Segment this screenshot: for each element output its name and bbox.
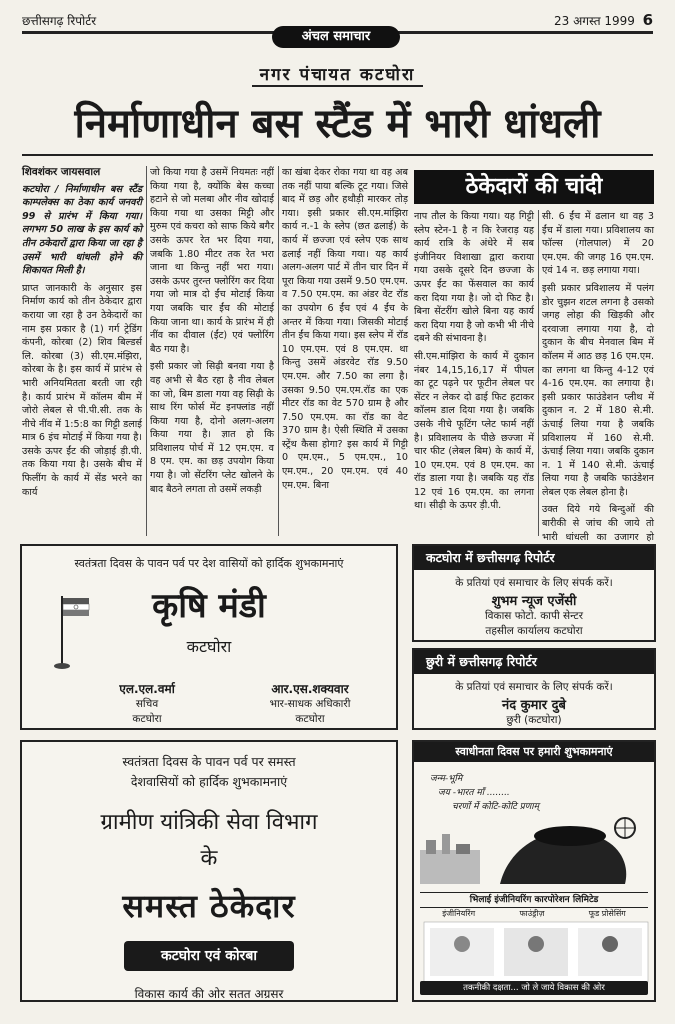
agency-name: शुभम न्यूज एजेंसी (491, 594, 577, 609)
ad-line: स्वतंत्रता दिवस के पावन पर्व पर समस्त (122, 754, 296, 769)
ad-line: छुरी (कटघोरा) (506, 714, 562, 726)
article-paragraph: नाप तौल के किया गया। यह गिट्टी स्लेप स्टेन-1 है न कि रेजराड़ यह कार्य रात्रि के अंधेरे में सब इंजीनियर विशाखा द्वारा कराया गया उसके दूसरे दिन छज्जा के ऊपर ईंट का फेंसवाल का कार्य करा दिया गया है। जो दो फिट है। बिना सेंटरींग खोले बिना यह कार्य करा दिया गया है जो कभी भी नीचे दबने की संभावना है। (414, 211, 534, 345)
signatory-2-name: आर.एस.शक्यवार (271, 682, 349, 696)
division-label: फूड प्रोसेसिंग (588, 909, 626, 918)
article-paragraph: सी.एम.मांझिरा के कार्य में दुकान नंबर 14,15,16,17 में पीपल का टूट पढ़ने पर फूटीन लेबल पर सेंटर न लेकर दो ढाई फिट हटाकर कॉलम डाल दिया गया है। जबकि उसके नीचे फूटिंग प्लेट फार्म नहीं है। प्रविशालय के पीछे छज्जा में चार फीट (लेबल बिम) के कार्य में, 10 एम.एम. एवं 8 एम.एम. का रॉड डाला गया है। जबकि यह रॉड 12 एवं 16 एम.एम. का लगना था। सीढ़ी के ऊपर ड़ी.पी. (414, 350, 534, 512)
article-intro: कटघोरा / निर्माणाधीन बस स्टैंड काम्पलेक्स का ठेका कार्य जनवरी 99 से प्रारंभ में किया गया। लगभग 50 लाख के इस कार्य को तीन ठकेदारों द्वारा किया जा रहा है उसमें भारी धांधली होने की शिकायत मिली है। (22, 183, 142, 277)
flag-icon (56, 592, 96, 670)
department-name: ग्रामीण यांत्रिकी सेवा विभाग (100, 810, 318, 835)
article-paragraph: प्राप्त जानकारी के अनुसार इस निर्माण कार्य को तीन ठेकेदार द्वारा कराया जा रहा है उन ठेकेदारों का नाम इस प्रकार है (1) गर्ग ट्रेडिंग कंपनी, कोरबा (2) शिव बिल्डर्स लि. कोरबा (3) सी.एम.मंझिरा, कोरबा के है। इस कार्य में प्रारंभ से भारी अनियमितता बरती जा रही है। कार्य प्रारंभ में कॉलम बीम में जोरो लेबल से पी.पी.सी. तक के नीचे नींव में 1:5:8 का गिट्टी डलाई मात्र 6 इंच मोटाई में किया गया है। उसके ऊपर ईंट की जोड़ाई ड़ी.पी. तक किया गया है। उसके बीच में फिलींग के कार्य में सेंड भरने का कार्य (22, 282, 142, 498)
division-list (420, 908, 648, 919)
issue-date: 23 अगस्त 1999 (554, 14, 635, 28)
signatory-2-place: कटघोरा (295, 713, 325, 725)
article-column-2 (150, 166, 274, 536)
division-label: फाउंड्रीज़ (519, 909, 545, 918)
ad-title: कृषि मंडी (152, 586, 266, 626)
ad-bar: कटघोरा में छत्तीसगढ़ रिपोर्टर (414, 546, 654, 570)
ad-bhilai-engineering (412, 740, 656, 1002)
ad-line: के प्रतियां एवं समाचार के लिए संपर्क करें। (455, 577, 613, 589)
section-tag: अंचल समाचार (272, 26, 400, 48)
poem-line: जय -भारत माँ ........ (438, 788, 510, 798)
poem-line: चरणों में कोटि-कोटि प्रणाम् (452, 802, 540, 812)
division-label: इंजीनियरिंग (442, 909, 476, 918)
kicker-text: नगर पंचायत कटघोरा (252, 65, 424, 87)
article-column-4 (414, 210, 534, 536)
ad-krishi-mandi (20, 544, 398, 730)
page-number: 6 (642, 11, 653, 29)
ad-line: देशवासियों को हार्दिक शुभकामनाएं (130, 774, 288, 789)
article-column-1 (22, 166, 142, 536)
freedom-fighter-illustration-icon (420, 814, 650, 884)
ad-katghora-contact (412, 544, 656, 642)
article-paragraph: सी. 6 ईंच में ढलान था वह 3 ईंच में डाला गया। प्रविशालय का फॉल्स (गोलपाल) में 20 एम.एम. की जगह 16 एम.एम. एवं 14 न. छड़ लगाया गया। (542, 211, 654, 277)
poem (430, 772, 539, 814)
headline: निर्माणाधीन बस स्टैंड में भारी धांधली (22, 96, 653, 156)
kicker (0, 62, 675, 85)
signatory-2 (240, 682, 380, 727)
ad-gramin-yantriki (20, 740, 398, 1002)
ad-place: कटघोरा (186, 637, 232, 656)
ad-tagline: स्वतंत्रता दिवस के पावन पर्व पर देश वासियों को हार्दिक शुभकामनाएं (74, 557, 344, 570)
article-paragraph: इसी प्रकार जो सिढ़ी बनवा गया है वह अभी से बैठ रहा है नीव लेबल का जो, बिम डाला गया वह सिढ़ी के साथ रिंग फोर्स मेंट इनफ्लांड नहीं किया गया है, दोनो अलग-अलग किया गया है। ज्ञात हो कि प्रविशालय पोर्च में 12 एम.एम. व 8 एम. एम. का छड़ उपयोग किया गया है। जो सेंटरिंग प्लेट खोलने के बाद बैठने लगता तो उसमें लकड़ी (150, 361, 274, 495)
article-paragraph: इसी प्रकार प्रविशालय में पलंग डोर चुझन शटल लगना है उसको जगह लोहा की खिड़की और दरवाजा लगाया गया है, दो दुकान के बीच मेनवाल बिम में कॉलम में आठ छड़ 16 एम.एम. का लगना था किन्तु 4-12 एवं 4-16 एम.एम. का लगाया है। इसी प्रकार फाउंडेशन प्लीथ में दुकान न. 2 में 180 से.मी. ऊंचाई लिया गया है जबकि प्रविशालय में 160 से.मी. ऊंचाई लिया गया। जबकि दुकान न. 1 में 140 से.मी. ऊंचाई लिया गया है जबकि फाउंडेशन लेबल एक लेबल होना है। (542, 282, 654, 498)
signatory-1-place: कटघोरा (132, 713, 162, 725)
ad-line: विकास फोटो. कापी सेन्टर (484, 610, 584, 622)
ad-line: के प्रतियां एवं समाचार के लिए संपर्क करें। (455, 681, 613, 693)
article-paragraph: जो किया गया है उसमें नियमतः नहीं किया गया है, क्योंकि बेस कच्चा हटाने से जो मलबा और नीव खोदाई किया गया था उसका मिट्टी और मुरुम एवं कचरा को साफ किये बगैर उसके ऊपर रेत भर दिया गया, जबकि 1.80 मीटर तक रेत भरा जाना था किन्तु नहीं भरा गया। उसके ऊपर तुरन्त फ्लोरिंग कर दिया गया जो मात्र दो ईंच मोटाई किया गया जबकि चार ईंच की मोटाई किया जाना था। कार्य के प्रारंभ में ही नींव का दीवाल (ईंट) एवं फ्लोरिंग बैठ गया है। (150, 167, 274, 355)
article-paragraph: का खंबा देकर रोका गया था वह अब तक नहीं पाया बल्कि टूट गया। जिसे बाद में छड़ और हथौड़ी मारकर तोड़ गया। इसी प्रकार सी.एम.मांझिरा कार्य न.-1 के स्लेप (छत ढलाई) के कार्य में छज्जा एवं स्लेप एक साथ ढलाई नहीं किया गया। यह कार्य अलग-अलग पार्ट में तीन चार दिन में पूरा किया गया उसमें 9.50 एम.एम. व 7.50 एम.एम. का अंडर वेट रॉड का उपयोग 6 ईंच एवं 4 ईंच के अन्तर में किया गया। जिसकी मोटाई तीन ईंच किया गया। इस स्लेप में रॉड 10 एम.एम. एवं 8 एम.एम. था किन्तु उसमें अंडरवेट रॉड 9.50 एम.एम. और 7.50 का लगा है। उसका 9.50 एम.एम.रॉड का एक मीटर रॉड का वेट 570 ग्राम है और 7.50 एम.एम. का रॉड का वेट 370 ग्राम है। ऐसी स्थिति में उसका स्ट्रेंथ कैसा होगा? इस कार्य में गिट्टी 0 एम.एम., 5 एम.एम., 10 एम.एम., 20 एम.एम. एवं 40 एम.एम. बिना (282, 167, 408, 491)
article-column-5 (542, 210, 654, 543)
ad-head: स्वाधीनता दिवस पर हमारी शुभकामनाएं (414, 742, 654, 762)
signatory-1-name: एल.एल.वर्मा (119, 682, 175, 696)
ad-chhuri-contact (412, 648, 656, 730)
poem-line: जन्म-भूमि (430, 774, 463, 784)
signatory-1 (92, 682, 202, 727)
column-divider (146, 166, 147, 536)
ad-title: समस्त ठेकेदार (122, 887, 296, 925)
signatory-2-role: भार-साधक अधिकारी (269, 698, 351, 710)
article-column-3 (282, 166, 408, 536)
article-paragraph: उक्त दिये गये बिन्दुओं की बारीकी से जांच की जाये तो भारी धांधली का उजागर हो (542, 504, 654, 543)
signatory-1-role: सचिव (135, 698, 159, 710)
paper-name: छत्तीसगढ़ रिपोर्टर (22, 14, 97, 28)
ad-bar: छुरी में छत्तीसगढ़ रिपोर्टर (414, 650, 654, 674)
ad-location-pill: कटघोरा एवं कोरबा (124, 941, 294, 971)
byline: शिवशंकर जायसवाल (22, 166, 101, 178)
ad-footer: तकनीकी दक्षता... जो ले जाये विकास की ओर (420, 981, 648, 995)
contact-name: नंद कुमार दुबे (502, 698, 566, 713)
company-name: भिलाई इंजीनियरिंग कारपोरेशन लिमिटेड (420, 892, 648, 908)
ad-line: तहसील कार्यालय कटघोरा (485, 625, 583, 637)
column-divider (538, 210, 539, 536)
subheadline: ठेकेदारों की चांदी (414, 170, 654, 204)
ad-connector: के (200, 846, 218, 871)
product-logos-icon (424, 922, 648, 982)
ad-footer: विकास कार्य की ओर सतत अग्रसर (134, 987, 284, 1001)
column-divider (278, 166, 279, 536)
